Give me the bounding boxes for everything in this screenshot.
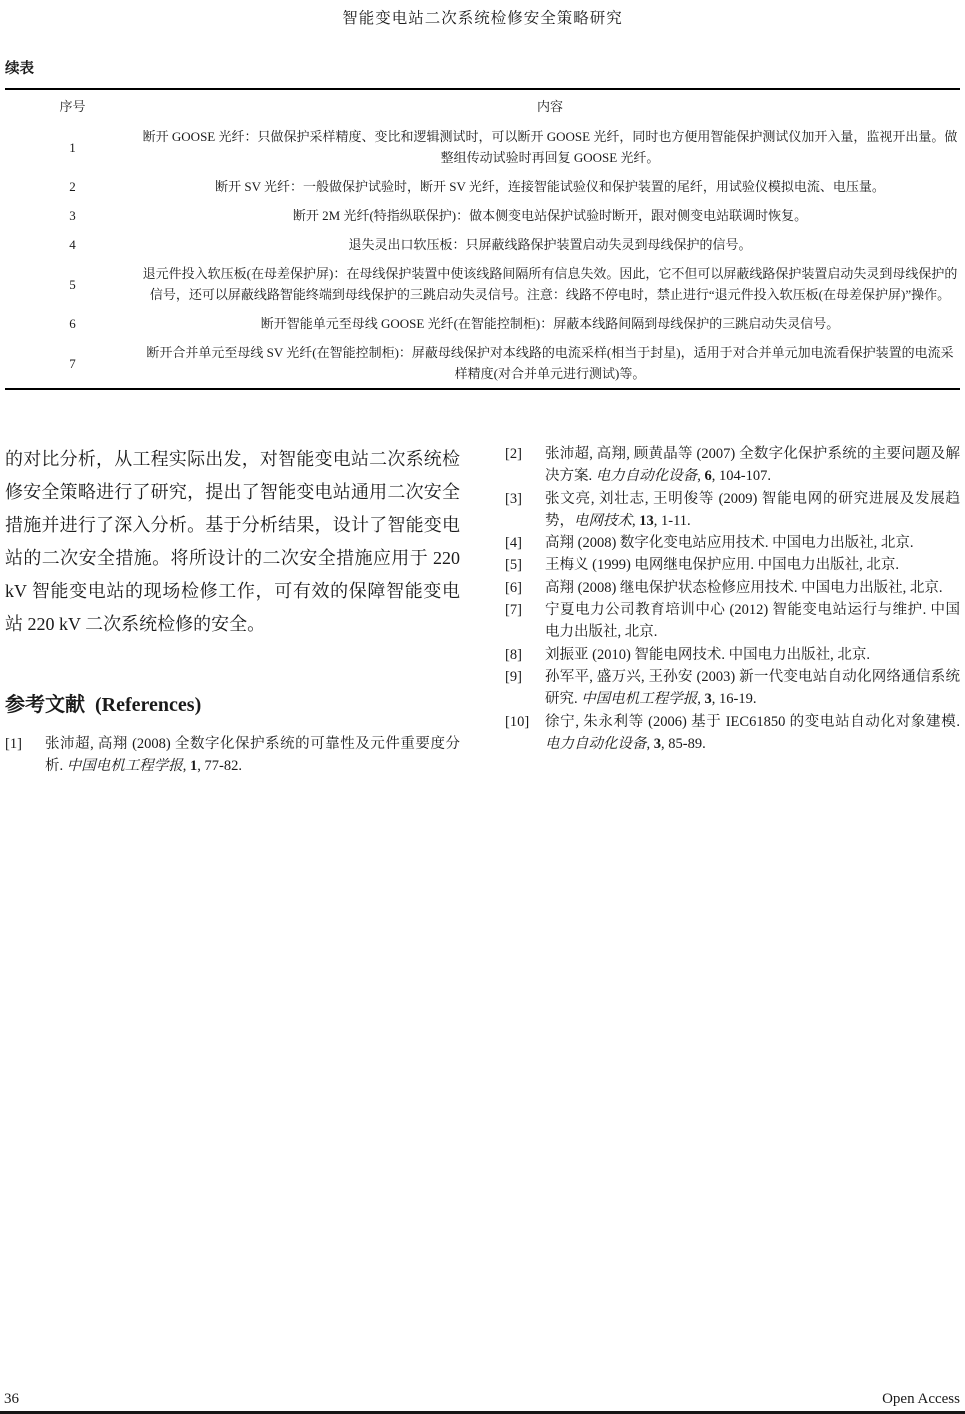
reference-text-segment: 刘振亚 (2010) 智能电网技术. 中国电力出版社, 北京.	[545, 646, 871, 663]
reference-separator: ,	[646, 735, 654, 752]
reference-pages: , 16-19.	[711, 691, 757, 708]
reference-item	[505, 599, 960, 644]
reference-text	[545, 577, 960, 599]
journal-name: 中国电机工程学报	[66, 758, 183, 775]
table-row	[5, 201, 960, 230]
reference-text-segment: 高翔 (2008) 数字化变电站应用技术. 中国电力出版社, 北京.	[545, 535, 914, 552]
table-row	[5, 172, 960, 201]
reference-pages: , 77-82.	[197, 758, 242, 775]
row-number: 2	[69, 179, 76, 194]
running-title: 智能变电站二次系统检修安全策略研究	[342, 10, 623, 27]
reference-separator: ,	[632, 512, 640, 529]
reference-text-segment: 张沛超, 高翔 (2008) 全数字化保护系统的可靠性及元件重要度分析.	[45, 736, 460, 775]
reference-text	[545, 532, 960, 554]
reference-item	[505, 711, 960, 756]
reference-text	[545, 443, 960, 488]
reference-text-segment: 王梅义 (1999) 电网继电保护应用. 中国电力出版社, 北京.	[545, 557, 900, 574]
row-content: 断开合并单元至母线 SV 光纤(在智能控制柜)：屏蔽母线保护对本线路的电流采样(相当于封星)，适用于对合并单元加电流看保护装置的电流采样精度(对合并单元进行测试)等。	[146, 345, 954, 381]
reference-text-segment: 张沛超, 高翔, 顾黄晶等 (2007) 全数字化保护系统的主要问题及解决方案.	[545, 446, 960, 485]
reference-item	[505, 577, 960, 599]
row-content: 断开 SV 光纤：一般做保护试验时，断开 SV 光纤，连接智能试验仪和保护装置的尾纤，用试验仪模拟电流、电压量。	[215, 179, 885, 194]
reference-text	[45, 733, 460, 778]
reference-list	[505, 443, 960, 755]
table-header-row	[5, 90, 960, 122]
reference-label: [2]	[505, 446, 522, 462]
reference-separator: ,	[697, 468, 705, 485]
reference-text-segment: 孙军平, 盛万兴, 王孙安 (2003) 新一代变电站自动化网络通信系统研究.	[545, 668, 960, 708]
reference-item	[505, 443, 960, 488]
two-column-body	[5, 443, 960, 778]
volume-number: 3	[704, 691, 712, 708]
continued-table-label: 续表	[5, 61, 34, 77]
row-content: 断开智能单元至母线 GOOSE 光纤(在智能控制柜)：屏蔽本线路间隔到母线保护的三跳启动失灵信号。	[260, 316, 840, 331]
reference-label: [1]	[5, 736, 22, 752]
reference-separator: ,	[697, 691, 705, 708]
table-row	[5, 338, 960, 388]
reference-text	[545, 554, 960, 576]
right-column	[505, 443, 960, 778]
reference-item	[505, 532, 960, 554]
volume-number: 13	[639, 512, 654, 529]
reference-separator: ,	[182, 758, 190, 775]
reference-label: [4]	[505, 535, 522, 552]
references-heading: 参考文献 (References)	[5, 694, 202, 716]
journal-name: 电网技术	[574, 512, 632, 529]
open-access-label: Open Access	[882, 1391, 960, 1407]
reference-label: [10]	[505, 713, 530, 730]
reference-pages: , 1-11.	[653, 512, 691, 529]
reference-label: [9]	[505, 668, 522, 685]
reference-text	[545, 644, 960, 666]
table-row	[5, 259, 960, 309]
reference-text	[545, 711, 960, 756]
reference-text	[545, 666, 960, 711]
reference-text	[545, 599, 960, 644]
reference-item	[505, 666, 960, 711]
row-number: 6	[69, 316, 76, 331]
reference-item	[505, 644, 960, 666]
reference-label: [7]	[505, 602, 522, 619]
column-header-no: 序号	[59, 99, 86, 114]
volume-number: 6	[704, 468, 712, 485]
journal-name: 电力自动化设备	[545, 735, 647, 752]
reference-list	[5, 733, 460, 778]
reference-label: [3]	[505, 490, 522, 507]
table-row	[5, 122, 960, 172]
left-column	[5, 443, 460, 778]
volume-number: 3	[653, 735, 661, 752]
reference-text-segment: 徐宁, 朱永利等 (2006) 基于 IEC61850 的变电站自动化对象建模.	[545, 713, 960, 730]
volume-number: 1	[190, 758, 198, 775]
reference-item	[5, 733, 460, 778]
reference-label: [5]	[505, 557, 522, 574]
reference-text-segment: 宁夏电力公司教育培训中心 (2012) 智能变电站运行与维护. 中国电力出版社, 北京.	[545, 602, 960, 641]
reference-pages: , 85-89.	[661, 735, 706, 752]
reference-text-segment: 张文亮, 刘壮志, 王明俊等 (2009) 智能电网的研究进展及发展趋势，	[545, 490, 960, 529]
row-content: 断开 2M 光纤(特指纵联保护)：做本侧变电站保护试验时断开，跟对侧变电站联调时恢复。	[292, 208, 808, 223]
body-paragraph: 的对比分析，从工程实际出发，对智能变电站二次系统检修安全策略进行了研究，提出了智能变电站通用二次安全措施并进行了深入分析。基于分析结果，设计了智能变电站的二次安全措施。将所设计的二次安全措施应用于 220 kV 智能变电站的现场检修工作，可有效的保障智能变电站 220 kV 二次系统检修的安全。	[5, 449, 460, 634]
row-number: 5	[69, 276, 76, 292]
reference-pages: , 104-107.	[711, 468, 771, 485]
row-content: 断开 GOOSE 光纤：只做保护采样精度、变比和逻辑测试时，可以断开 GOOSE 光纤，同时也方便用智能保护测试仪加开入量，监视开出量。做整组传动试验时再回复 GOOSE 光纤。	[142, 129, 958, 165]
row-number: 3	[69, 208, 76, 223]
reference-label: [8]	[505, 646, 522, 663]
row-number: 7	[69, 355, 76, 371]
row-number: 4	[69, 237, 76, 252]
reference-text-segment: 高翔 (2008) 继电保护状态检修应用技术. 中国电力出版社, 北京.	[545, 579, 943, 596]
reference-item	[505, 488, 960, 533]
row-number: 1	[69, 139, 76, 155]
table-row	[5, 230, 960, 259]
reference-item	[505, 554, 960, 576]
row-content: 退元件投入软压板(在母差保护屏)：在母线保护装置中使该线路间隔所有信息失效。因此，它不但可以屏蔽线路保护装置启动失灵到母线保护的信号，还可以屏蔽线路智能终端到母线保护的三跳启动失灵信号。注意：线路不停电时，禁止进行“退元件投入软压板(在母差保护屏)”操作。	[142, 266, 958, 302]
journal-name: 电力自动化设备	[595, 468, 698, 485]
continued-table	[5, 88, 960, 390]
reference-label: [6]	[505, 579, 522, 596]
row-content: 退失灵出口软压板：只屏蔽线路保护装置启动失灵到母线保护的信号。	[348, 237, 752, 252]
column-header-content: 内容	[536, 99, 563, 114]
table-row	[5, 309, 960, 338]
reference-text	[545, 488, 960, 533]
page-number: 36	[4, 1391, 19, 1407]
journal-name: 中国电机工程学报	[581, 691, 698, 708]
